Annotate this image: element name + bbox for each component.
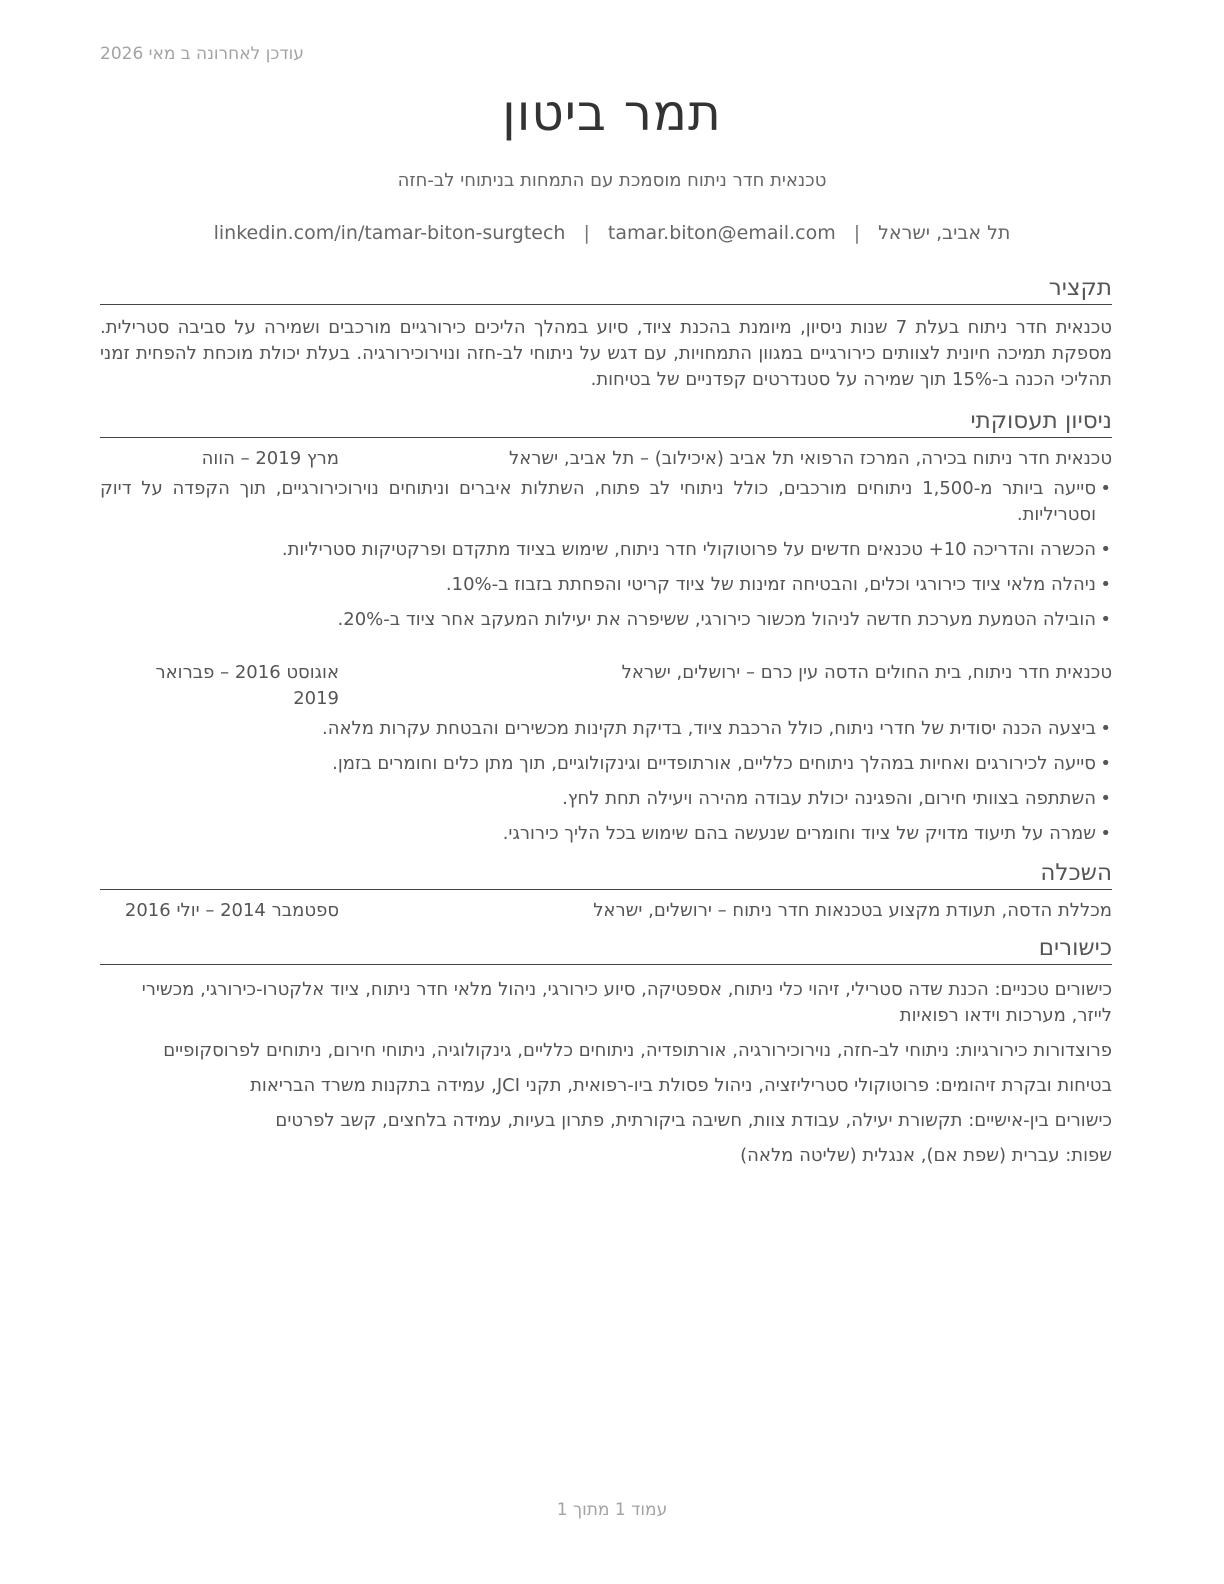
section-title-experience: ניסיון תעסוקתי: [100, 407, 1112, 438]
bullet-item: [100, 537, 1112, 563]
contact-line: [0, 222, 1224, 244]
section-title-education: השכלה: [100, 859, 1112, 890]
candidate-title: טכנאית חדר ניתוח מוסמכת עם התמחות בניתוחי לב-חזה: [397, 170, 827, 191]
job-dates: מרץ 2019 – הווה: [201, 448, 339, 469]
resume-content: [100, 274, 1112, 1169]
bullet-text: השתתפה בצוותי חירום, והפגינה יכולת עבודה מהירה ויעילה תחת לחץ.: [562, 788, 1096, 809]
bullet-item: [100, 821, 1112, 847]
job-bullets: [100, 476, 1112, 633]
job-role: טכנאית חדר ניתוח בכירה, המרכז הרפואי תל אביב (איכילוב) – תל אביב, ישראל: [509, 448, 1112, 469]
skill-line: כישורים טכניים: הכנת שדה סטרילי, זיהוי כלי ניתוח, אספטיקה, סיוע כירורגי, ניהול מלאי חדר ניתוח, ציוד אלקטרו-כירורגי, מכשירי לייזר, מערכות וידאו רפואיות: [141, 979, 1112, 1026]
bullet-icon: •: [1100, 539, 1111, 560]
skills-list: [100, 977, 1112, 1169]
bullet-item: [100, 786, 1112, 812]
job-header: [100, 446, 1112, 472]
section-title-skills: כישורים: [100, 934, 1112, 965]
job-header: [100, 660, 1112, 712]
bullet-item: [100, 751, 1112, 777]
contact-email[interactable]: tamar.biton@email.com: [607, 222, 836, 244]
skill-line: בטיחות ובקרת זיהומים: פרוטוקולי סטריליזציה, ניהול פסולת ביו-רפואית, תקני JCI, עמידה בתקנות משרד הבריאות: [250, 1075, 1112, 1096]
bullet-text: ביצעה הכנה יסודית של חדרי ניתוח, כולל הרכבת ציוד, בדיקת תקינות מכשירים והבטחת עקרות מלאה.: [321, 718, 1096, 739]
skill-line: שפות: עברית (שפת אם), אנגלית (שליטה מלאה): [740, 1145, 1112, 1166]
bullet-text: שמרה על תיעוד מדויק של ציוד וחומרים שנעשה בהם שימוש בכל הליך כירורגי.: [502, 823, 1096, 844]
skill-line: כישורים בין-אישיים: תקשורת יעילה, עבודת צוות, חשיבה ביקורתית, פתרון בעיות, עמידה בלחצים, קשב לפרטים: [275, 1110, 1112, 1131]
bullet-text: ניהלה מלאי ציוד כירורגי וכלים, והבטיחה זמינות של ציוד קריטי והפחתת בזבוז ב-10%.: [445, 574, 1096, 595]
job-role: טכנאית חדר ניתוח, בית החולים הדסה עין כרם – ירושלים, ישראל: [621, 662, 1112, 683]
bullet-icon: •: [1100, 718, 1111, 739]
bullet-icon: •: [1100, 478, 1111, 499]
bullet-icon: •: [1100, 823, 1111, 844]
last-updated: עודכן לאחרונה ב מאי 2026: [100, 44, 304, 64]
bullet-icon: •: [1100, 574, 1111, 595]
bullet-icon: •: [1100, 788, 1111, 809]
bullet-text: סייעה ביותר מ-1,500 ניתוחים מורכבים, כולל ניתוחי לב פתוח, השתלות איברים וניתוחים נוירוכירורגיים, תוך הקפדה על דיוק וסטריליות.: [100, 478, 1097, 525]
education-dates: ספטמבר 2014 – יולי 2016: [124, 900, 339, 921]
contact-location: תל אביב, ישראל: [878, 222, 1011, 244]
page-number: עמוד 1 מתוך 1: [556, 1500, 668, 1520]
bullet-text: סייעה לכירורגים ואחיות במהלך ניתוחים כלליים, אורתופדיים וגינקולוגיים, תוך מתן כלים וחומרים בזמן.: [332, 753, 1096, 774]
bullet-text: הובילה הטמעת מערכת חדשה לניהול מכשור כירורגי, ששיפרה את יעילות המעקב אחר ציוד ב-20%.: [337, 609, 1096, 630]
bullet-item: [100, 476, 1112, 528]
job-dates: אוגוסט 2016 – פברואר 2019: [155, 662, 339, 709]
job-bullets: [100, 716, 1112, 847]
contact-separator: |: [853, 222, 861, 244]
section-title-summary: תקציר: [100, 274, 1112, 305]
contact-separator: |: [583, 222, 590, 244]
bullet-item: [100, 572, 1112, 598]
skill-line: פרוצדורות כירורגיות: ניתוחי לב-חזה, נוירוכירורגיה, אורתופדיה, ניתוחים כלליים, גינקולוגיה, ניתוחי חירום, ניתוחים לפרוסקופיים: [163, 1040, 1112, 1061]
bullet-icon: •: [1100, 609, 1111, 630]
contact-linkedin[interactable]: linkedin.com/in/tamar-biton-surgtech: [213, 222, 566, 244]
bullet-item: [100, 607, 1112, 633]
bullet-icon: •: [1100, 753, 1111, 774]
job-entry: [100, 660, 1112, 847]
candidate-name: תמר ביטון: [502, 84, 722, 142]
summary-text: טכנאית חדר ניתוח בעלת 7 שנות ניסיון, מיומנת בהכנת ציוד, סיוע במהלך הליכים כירורגיים מורכבים ושמירה על סביבה סטרילית. מספקת תמיכה חיונית לצוותים כירורגיים במגוון התמחויות, עם דגש על ניתוחי לב-חזה ונוירוכירורגיה. בעלת יכולת מוכחת להפחית זמני תהליכי הכנה ב-15% תוך שמירה על סטנדרטים קפדניים של בטיחות.: [100, 317, 1112, 390]
bullet-item: [100, 716, 1112, 742]
education-entry: [100, 898, 1112, 924]
education-institution: מכללת הדסה, תעודת מקצוע בטכנאות חדר ניתוח – ירושלים, ישראל: [593, 900, 1112, 921]
job-entry: [100, 446, 1112, 633]
bullet-text: הכשרה והדריכה 10+ טכנאים חדשים על פרוטוקולי חדר ניתוח, שימוש בציוד מתקדם ופרקטיקות סטריליות.: [281, 539, 1096, 560]
